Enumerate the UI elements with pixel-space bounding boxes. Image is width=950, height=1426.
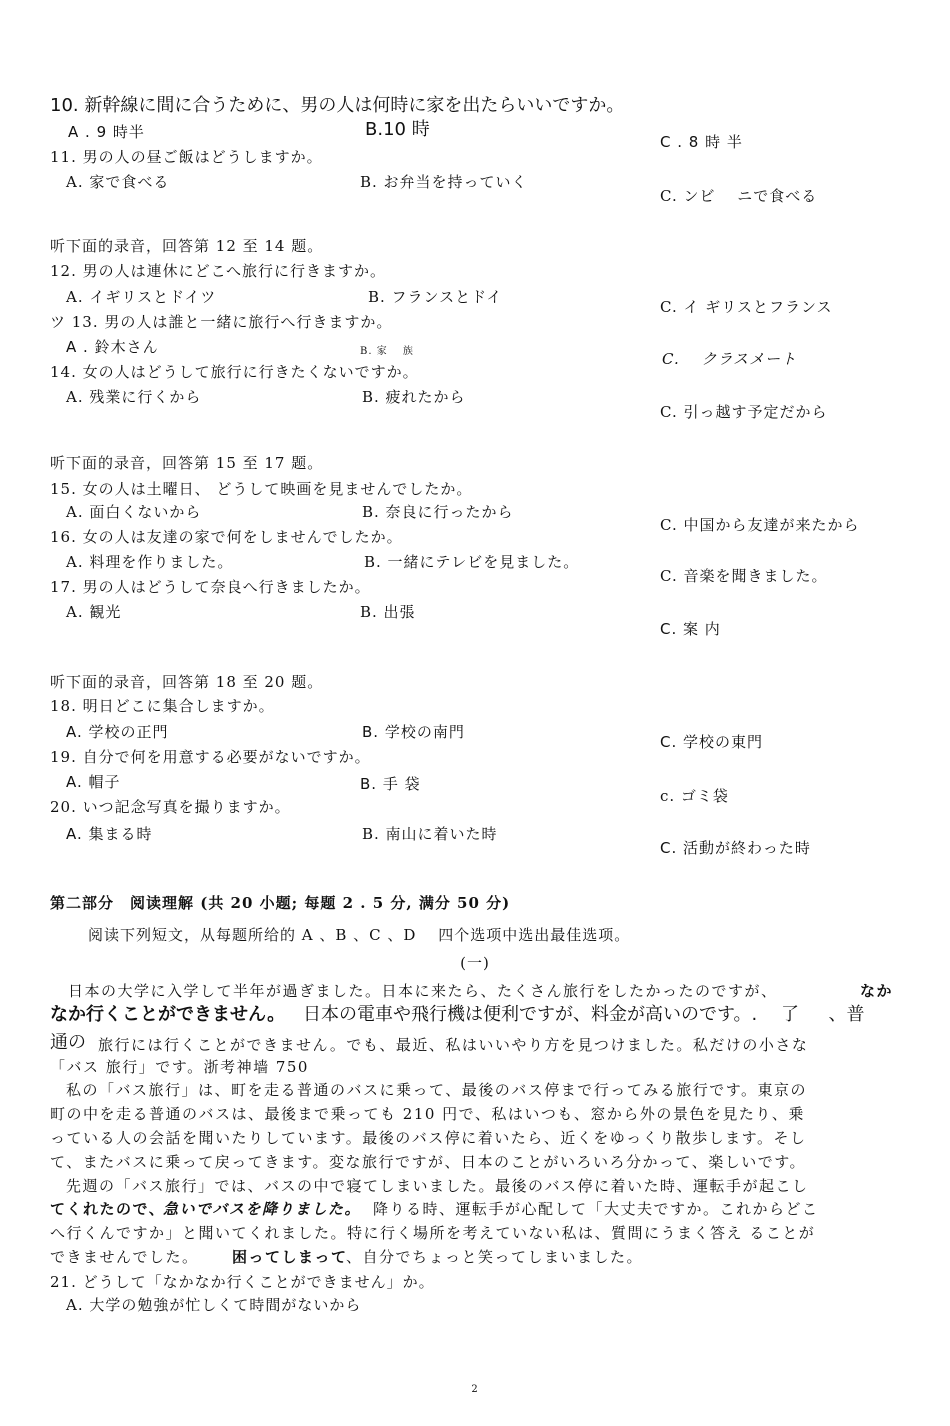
q12-stem: 12. 男の人は連休にどこへ旅行に行きますか。: [50, 262, 387, 280]
q11-stem: 11. 男の人の昼ご飯はどうしますか。: [50, 148, 323, 166]
q13-stem: ツ 13. 男の人は誰と一緒に旅行へ行きますか。: [50, 313, 393, 331]
passage-line-2-bold: なか行くことができません。: [50, 1004, 286, 1025]
q12-option-c: C. イ ギリスとフランス: [660, 298, 833, 316]
q18-option-c: C. 学校の東門: [660, 733, 764, 751]
q20-option-c: C. 活動が終わった時: [660, 839, 811, 857]
q10-stem: 10. 新幹線に間に合うために、男の人は何時に家を出たらいいですか。: [50, 95, 625, 116]
q19-option-c: c. ゴミ袋: [660, 787, 729, 805]
passage-line-7: っている人の会話を聞いたりしています。最後のバス停に着いたら、近くをゆっくり散歩します。そし: [50, 1129, 807, 1147]
passage-line-12-b: 困ってしまって: [232, 1248, 348, 1266]
q16-option-b: B. 一緒にテレビを見ました。: [364, 553, 580, 571]
passage-line-11: へ行くんですか」と聞いてくれました。特に行く場所を考えていない私は、質問にうまく答え ることが: [50, 1224, 816, 1242]
q13-option-a: A . 鈴木さん: [66, 338, 159, 356]
q16-option-c: C. 音楽を聞きました。: [660, 567, 828, 585]
passage-line-12-a: できませんでした。: [50, 1248, 199, 1266]
q16-stem: 16. 女の人は友達の家で何をしませんでしたか。: [50, 528, 403, 546]
passage-line-9: 先週の「バス旅行」では、バスの中で寝てしまいました。最後のバス停に着いた時、運転手が起こし: [66, 1177, 809, 1195]
q19-stem: 19. 自分で何を用意する必要がないですか。: [50, 748, 371, 766]
q15-option-c: C. 中国から友達が来たから: [660, 516, 860, 534]
section-title: 第二部分 阅读理解 (共 20 小题; 每题 2 . 5 分, 满分 50 分): [50, 894, 511, 912]
q17-option-c: C. 案 内: [660, 620, 721, 638]
passage-line-6: 町の中を走る普通のバスは、最後まで乗っても 210 円で、私はいつも、窓から外の景色を見たり、乗: [50, 1105, 805, 1123]
passage-line-4: 「バス 旅行」です。浙考神墙 750: [50, 1058, 309, 1076]
q21-stem: 21. どうして「なかなか行くことができません」か。: [50, 1273, 435, 1291]
intro-12-14: 听下面的录音，回答第 12 至 14 题。: [50, 237, 324, 255]
q14-stem: 14. 女の人はどうして旅行に行きたくないですか。: [50, 363, 419, 381]
q19-option-b: B. 手 袋: [360, 775, 421, 793]
q17-option-a: A. 観光: [66, 603, 122, 621]
q19-option-a: A. 帽子: [66, 773, 121, 791]
passage-line-2: 日本の電車や飛行機は便利ですが、料金が高いのです。. 了 、普: [303, 1004, 865, 1025]
passage-line-10-c: 降りる時、運転手が心配して「大丈夫ですか。これからどこ: [373, 1200, 819, 1218]
passage-line-8: て、またバスに乗って戻ってきます。変な旅行ですが、日本のことがいろいろ分かって、楽しいです。: [50, 1153, 807, 1171]
passage-line-3: 旅行には行くことができません。でも、最近、私はいいやり方を見つけました。私だけの小さな: [98, 1036, 809, 1054]
q15-stem: 15. 女の人は土曜日、 どうして映画を見ませんでしたか。: [50, 480, 473, 498]
q13-option-c: C. クラスメート: [662, 350, 798, 368]
passage-line-10-a: てくれたので、: [50, 1200, 166, 1218]
passage-line-3-start: 通の: [50, 1032, 86, 1053]
page-number: 2: [471, 1384, 479, 1395]
q12-option-b: B. フランスとドイ: [368, 288, 503, 306]
q20-stem: 20. いつ記念写真を撮りますか。: [50, 798, 291, 816]
passage-number: (一): [460, 954, 490, 972]
intro-18-20: 听下面的录音，回答第 18 至 20 题。: [50, 673, 324, 691]
q20-option-a: A. 集まる時: [66, 825, 153, 843]
q14-option-b: B. 疲れたから: [362, 388, 466, 406]
q12-option-a: A. イギリスとドイツ: [66, 288, 217, 306]
q14-option-c: C. 引っ越す予定だから: [660, 403, 828, 421]
q21-option-a: A. 大学の勉強が忙しくて時間がないから: [66, 1296, 362, 1314]
intro-15-17: 听下面的录音，回答第 15 至 17 题。: [50, 454, 324, 472]
q18-option-a: A. 学校の正門: [66, 723, 169, 741]
q17-stem: 17. 男の人はどうして奈良へ行きましたか。: [50, 578, 371, 596]
q11-option-a: A. 家で食べる: [66, 173, 170, 191]
passage-line-10-b: 急いでバスを降りました。: [163, 1200, 362, 1218]
q20-option-b: B. 南山に着いた時: [362, 825, 498, 843]
reading-instruction: 阅读下列短文，从每题所给的 A 、B 、C 、D 四个选项中选出最佳选项。: [88, 926, 631, 944]
q14-option-a: A. 残業に行くから: [66, 388, 202, 406]
passage-line-1-end: なか: [860, 982, 894, 1000]
q17-option-b: B. 出張: [360, 603, 416, 621]
q16-option-a: A. 料理を作りました。: [66, 553, 234, 571]
q11-option-c: C. ンビ ニで食べる: [660, 187, 818, 205]
q15-option-a: A. 面白くないから: [66, 503, 202, 521]
q18-stem: 18. 明日どこに集合しますか。: [50, 697, 275, 715]
q13-option-b: B. 家 族: [360, 346, 414, 357]
passage-line-1: 日本の大学に入学して半年が過ぎました。日本に来たら、たくさん旅行をしたかったのですが、: [68, 982, 778, 1000]
passage-line-12-c: 、自分でちょっと笑ってしまいました。: [346, 1248, 644, 1266]
passage-line-5: 私の「バス旅行」は、町を走る普通のバスに乗って、最後のバス停まで行ってみる旅行です。東京の: [66, 1081, 808, 1099]
q10-option-b: B.10 時: [365, 119, 430, 140]
q10-option-c: C . 8 時 半: [660, 133, 743, 151]
q10-option-a: A . 9 時半: [68, 123, 145, 141]
q15-option-b: B. 奈良に行ったから: [362, 503, 514, 521]
q11-option-b: B. お弁当を持っていく: [360, 173, 528, 191]
q18-option-b: B. 学校の南門: [362, 723, 465, 741]
